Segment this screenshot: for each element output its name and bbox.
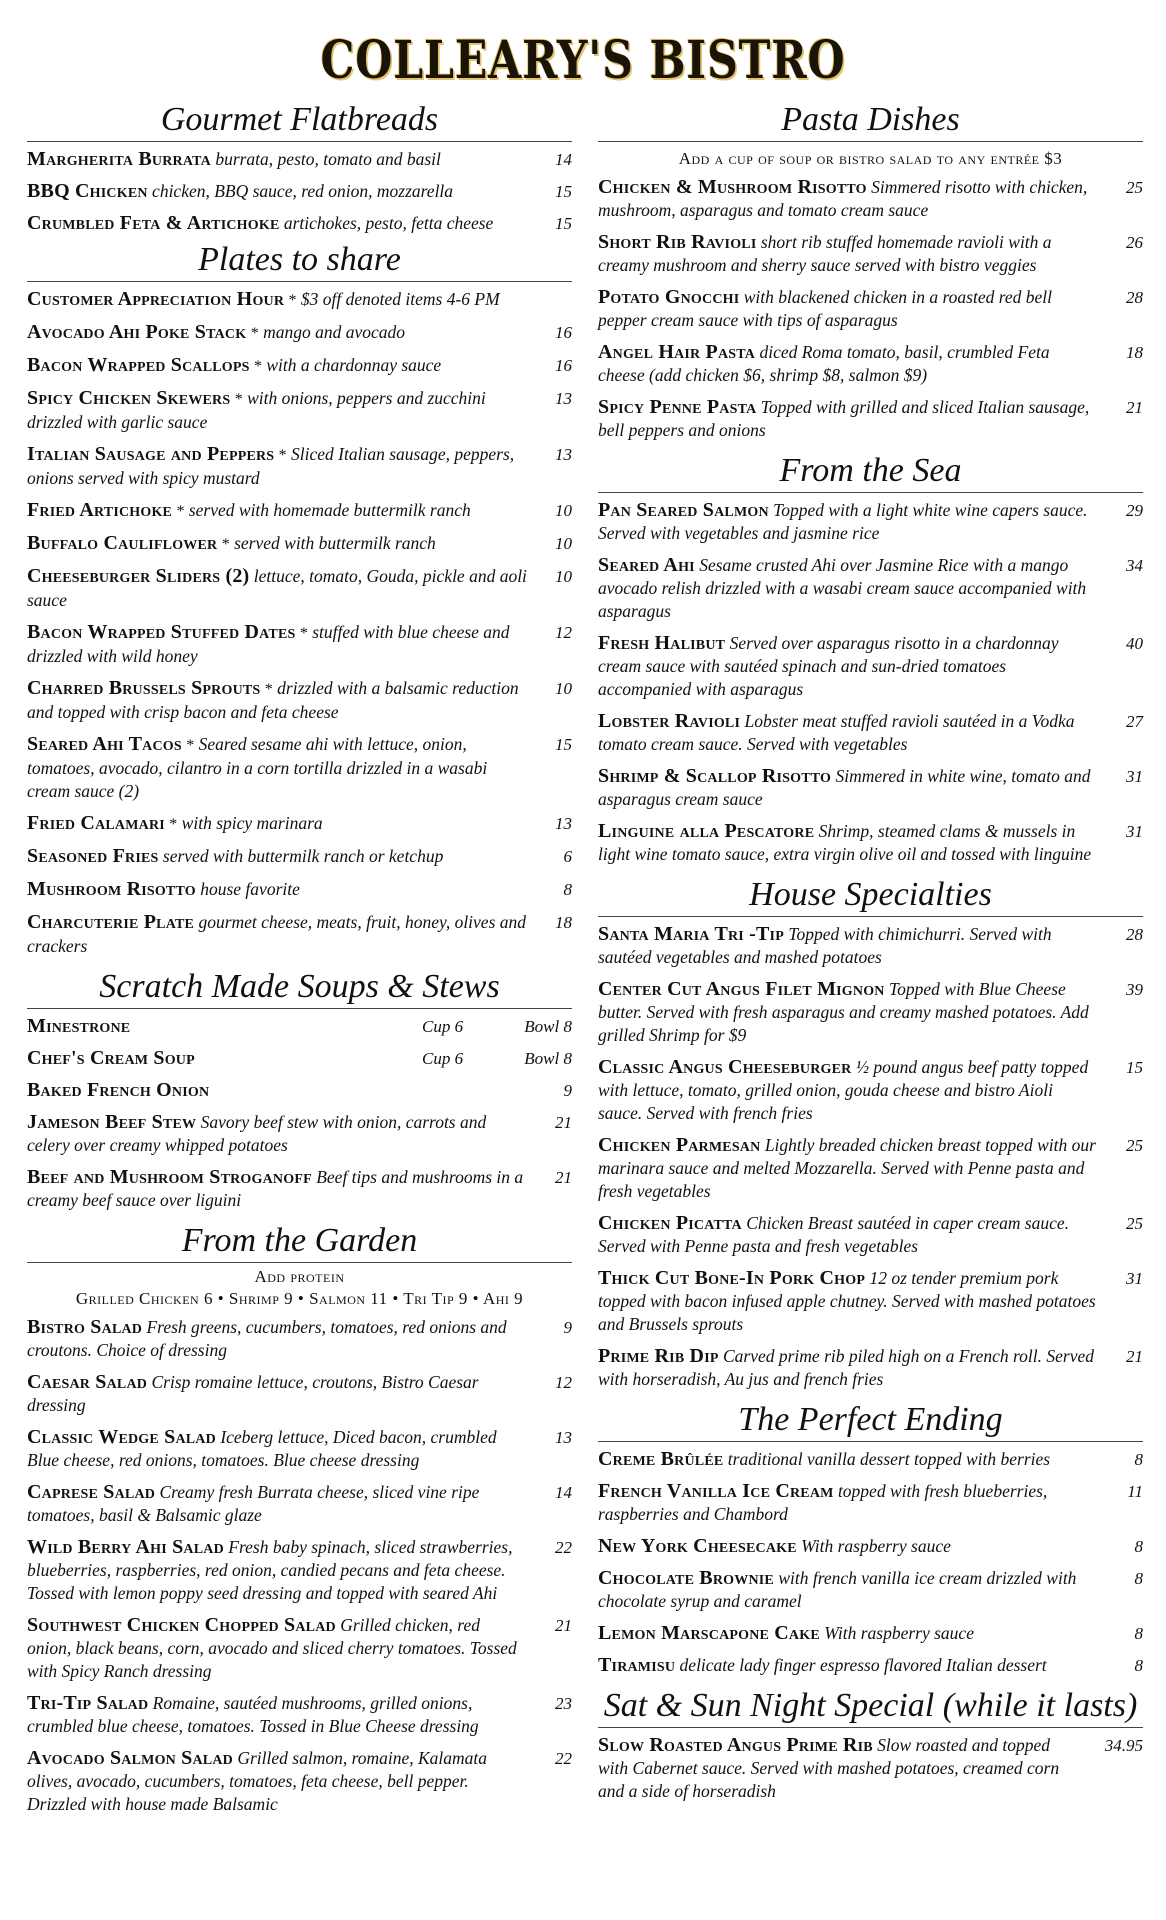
menu-item [27, 845, 572, 869]
menu-item [27, 532, 572, 556]
item-desc: Chicken Breast sautéed in caper cream sauce. Served with Penne pasta and fresh vegetables [598, 1213, 1070, 1256]
item-price: 21 [1126, 1347, 1143, 1366]
item-desc: Grilled salmon, romaine, Kalamata olives, avocado, cucumbers, tomatoes, feta cheese, bell pepper. Drizzled with house made Balsamic [27, 1748, 488, 1814]
menu-item [27, 812, 572, 836]
item-mark: * [288, 292, 297, 309]
section-subtitle: Add protein [254, 1267, 345, 1286]
item-name: Italian Sausage and Peppers [27, 443, 275, 465]
item-price: 31 [1126, 822, 1143, 841]
menu-item [598, 1480, 1143, 1526]
item-desc: With raspberry sauce [824, 1623, 974, 1643]
item-price: 21 [1126, 398, 1143, 417]
item-price: 8 [1134, 1537, 1143, 1556]
item-price: 9 [563, 1318, 572, 1337]
menu-item [598, 1056, 1143, 1125]
item-price: 34 [1126, 556, 1143, 575]
section-special [598, 1686, 1143, 1803]
section-heading: Sat & Sun Night Special (while it lasts) [598, 1686, 1143, 1728]
item-mark: * [264, 681, 273, 698]
item-price: 12 [555, 1373, 572, 1392]
item-name: Spicy Chicken Skewers [27, 387, 231, 409]
menu-item [27, 878, 572, 902]
item-desc: ½ pound angus beef patty topped with lettuce, tomato, grilled onion, gouda cheese and bistro Aioli sauce. Served with french fries [598, 1057, 1089, 1123]
item-price: 39 [1126, 980, 1143, 999]
menu-item [27, 1015, 572, 1038]
item-desc: Savory beef stew with onion, carrots and celery over creamy whipped potatoes [27, 1112, 487, 1155]
item-name: Minestrone [27, 1015, 131, 1037]
item-name: Tri-Tip Salad [27, 1692, 149, 1714]
item-desc: topped with fresh blueberries, raspberries and Chambord [598, 1481, 1048, 1524]
item-price: 18 [1126, 343, 1143, 362]
item-mark: * [278, 447, 287, 464]
menu-item [27, 387, 572, 434]
item-desc: Beef tips and mushrooms in a creamy beef sauce over liguini [27, 1167, 524, 1210]
item-name: Jameson Beef Stew [27, 1111, 197, 1133]
item-desc: Fresh baby spinach, sliced strawberries, blueberries, raspberries, red onion, candied pecans and feta cheese. Tossed with lemon poppy seed dressing and topped with seared Ahi [27, 1537, 513, 1603]
item-price: 10 [555, 501, 572, 520]
item-desc: house favorite [200, 879, 300, 899]
item-list [598, 499, 1143, 866]
item-price: 25 [1126, 178, 1143, 197]
item-price: 28 [1126, 925, 1143, 944]
menu-item [598, 231, 1143, 277]
menu-item [27, 1166, 572, 1212]
item-name: Chicken Picatta [598, 1212, 742, 1234]
item-price: 21 [555, 1616, 572, 1635]
item-desc: Creamy fresh Burrata cheese, sliced vine ripe tomatoes, basil & Balsamic glaze [27, 1482, 480, 1525]
menu-item [598, 632, 1143, 701]
menu-item [598, 176, 1143, 222]
item-desc: Fresh greens, cucumbers, tomatoes, red onions and croutons. Choice of dressing [27, 1317, 507, 1360]
item-desc: Simmered in white wine, tomato and asparagus cream sauce [598, 766, 1091, 809]
item-desc: Slow roasted and topped with Cabernet sauce. Served with mashed potatoes, creamed corn and a side of horseradish [598, 1735, 1060, 1801]
menu-item [598, 554, 1143, 623]
item-name: Spicy Penne Pasta [598, 396, 757, 418]
item-name: Customer Appreciation Hour [27, 288, 285, 310]
section-heading: Plates to share [27, 240, 572, 282]
item-name: Charred Brussels Sprouts [27, 677, 261, 699]
section-heading: Pasta Dishes [598, 100, 1143, 142]
item-desc: Carved prime rib piled high on a French roll. Served with horseradish, Au jus and french fries [598, 1346, 1094, 1389]
menu-item [598, 286, 1143, 332]
item-name: Crumbled Feta & Artichoke [27, 212, 280, 234]
section-subtitle: Add a cup of soup or bistro salad to any entrée $3 [678, 149, 1063, 168]
item-name: Cheeseburger Sliders (2) [27, 565, 250, 587]
item-name: French Vanilla Ice Cream [598, 1480, 834, 1502]
menu-item [598, 1134, 1143, 1203]
item-name: Prime Rib Dip [598, 1345, 719, 1367]
item-mark: * [221, 536, 230, 553]
item-desc: chicken, BBQ sauce, red onion, mozzarella [152, 181, 454, 201]
item-desc: delicate lady finger espresso flavored Italian dessert [679, 1655, 1047, 1675]
item-name: Fresh Halibut [598, 632, 726, 654]
menu-item [27, 1614, 572, 1683]
item-price: 11 [1127, 1482, 1143, 1501]
item-price: 8 [1134, 1624, 1143, 1643]
item-price: 10 [555, 679, 572, 698]
item-price: 16 [555, 356, 572, 375]
item-name: Center Cut Angus Filet Mignon [598, 978, 885, 1000]
item-name: Slow Roasted Angus Prime Rib [598, 1734, 873, 1756]
menu-item [27, 621, 572, 668]
menu-item [27, 1536, 572, 1605]
item-name: Linguine alla Pescatore [598, 820, 815, 842]
section-heading: From the Sea [598, 451, 1143, 493]
item-desc: Topped with grilled and sliced Italian sausage, bell peppers and onions [598, 397, 1090, 440]
menu-item [27, 911, 572, 958]
item-name: Fried Artichoke [27, 499, 173, 521]
restaurant-title: COLLEARY'S BISTRO [320, 30, 846, 91]
menu-item [598, 1535, 1143, 1558]
item-mark: * [254, 358, 262, 375]
item-name: Fried Calamari [27, 812, 165, 834]
section-heading: Scratch Made Soups & Stews [27, 967, 572, 1009]
item-name: Caesar Salad [27, 1371, 148, 1393]
item-price: 18 [555, 913, 572, 932]
section-flatbreads [27, 100, 572, 235]
item-desc: Topped with Blue Cheese butter. Served with fresh asparagus and creamy mashed potatoes. Add grilled Shrimp for $9 [598, 979, 1089, 1045]
item-list [598, 1448, 1143, 1677]
cup-price: Cup 6 [422, 1017, 464, 1036]
item-name: Chocolate Brownie [598, 1567, 774, 1589]
section-heading: House Specialties [598, 875, 1143, 917]
item-mark: * [234, 391, 243, 408]
item-mark: * [186, 737, 195, 754]
item-desc: Sliced Italian sausage, peppers, onions served with spicy mustard [27, 444, 515, 488]
section-desserts [598, 1400, 1143, 1677]
section-heading: The Perfect Ending [598, 1400, 1143, 1442]
item-price: 10 [555, 567, 572, 586]
section-sea [598, 451, 1143, 866]
item-price: 21 [555, 1113, 572, 1132]
menu-item [598, 1448, 1143, 1471]
menu-item [598, 1212, 1143, 1258]
item-name: Seared Ahi Tacos [27, 733, 182, 755]
item-price: 25 [1126, 1214, 1143, 1233]
item-price: 22 [555, 1749, 572, 1768]
menu-item [598, 923, 1143, 969]
menu-item [598, 978, 1143, 1047]
item-list [598, 176, 1143, 442]
menu-item [27, 354, 572, 378]
item-desc: Shrimp, steamed clams & mussels in light wine tomato sauce, extra virgin olive oil and tossed with linguine [598, 821, 1092, 864]
item-desc: Seared sesame ahi with lettuce, onion, tomatoes, avocado, cilantro in a corn tortilla drizzled in a wasabi cream sauce (2) [27, 734, 488, 801]
item-price: 13 [555, 814, 572, 833]
item-name: Lobster Ravioli [598, 710, 741, 732]
item-price: 14 [555, 1483, 572, 1502]
item-name: Shrimp & Scallop Risotto [598, 765, 832, 787]
item-name: Avocado Ahi Poke Stack [27, 321, 247, 343]
item-list [27, 1316, 572, 1816]
item-price: 25 [1126, 1136, 1143, 1155]
item-price: 15 [555, 735, 572, 754]
item-name: Angel Hair Pasta [598, 341, 756, 363]
item-name: Southwest Chicken Chopped Salad [27, 1614, 336, 1636]
item-list [27, 321, 572, 958]
menu-item [27, 1481, 572, 1527]
item-price: 8 [1134, 1656, 1143, 1675]
item-name: Classic Wedge Salad [27, 1426, 216, 1448]
item-desc: Crisp romaine lettuce, croutons, Bistro Caesar dressing [27, 1372, 479, 1415]
item-name: Charcuterie Plate [27, 911, 195, 933]
menu-item [27, 1426, 572, 1472]
item-name: Seasoned Fries [27, 845, 159, 867]
item-price: 23 [555, 1694, 572, 1713]
bowl-price: Bowl 8 [524, 1017, 572, 1036]
item-price: 40 [1126, 634, 1143, 653]
item-price: 8 [1134, 1569, 1143, 1588]
item-desc: served with buttermilk ranch [234, 533, 436, 553]
item-desc: drizzled with a balsamic reduction and topped with crisp bacon and feta cheese [27, 678, 519, 722]
item-desc: artichokes, pesto, fetta cheese [283, 213, 494, 233]
item-name: New York Cheesecake [598, 1535, 797, 1557]
item-price: 8 [563, 880, 572, 899]
section-pasta [598, 100, 1143, 442]
item-price: 31 [1126, 767, 1143, 786]
item-desc: short rib stuffed homemade ravioli with a creamy mushroom and sherry sauce served with bistro veggies [598, 232, 1052, 275]
item-desc: Grilled chicken, red onion, black beans, corn, avocado and sliced cherry tomatoes. Tossed with Spicy Ranch dressing [27, 1615, 517, 1681]
item-desc: Lobster meat stuffed ravioli sautéed in a Vodka tomato cream sauce. Served with vegetables [598, 711, 1075, 754]
section-heading: Gourmet Flatbreads [27, 100, 572, 142]
item-name: Tiramisu [598, 1654, 676, 1676]
item-name: Thick Cut Bone-In Pork Chop [598, 1267, 866, 1289]
item-price: 21 [555, 1168, 572, 1187]
item-price: 15 [555, 214, 572, 233]
menu-item [27, 212, 572, 235]
section-heading: From the Garden [27, 1221, 572, 1263]
menu-item [598, 499, 1143, 545]
item-desc: Topped with a light white wine capers sauce. Served with vegetables and jasmine rice [598, 500, 1088, 543]
item-name: Bistro Salad [27, 1316, 143, 1338]
item-name: BBQ Chicken [27, 180, 148, 202]
item-desc: 12 oz tender premium pork topped with bacon infused apple chutney. Served with mashed potatoes and Brussels sprouts [598, 1268, 1096, 1334]
menu-item [27, 1316, 572, 1362]
item-desc: mango and avocado [263, 322, 406, 342]
menu-item [27, 148, 572, 171]
item-price: 6 [563, 847, 572, 866]
menu-item [598, 820, 1143, 866]
menu-item [27, 1079, 572, 1102]
item-name: Avocado Salmon Salad [27, 1747, 233, 1769]
item-price: 16 [555, 323, 572, 342]
item-price: 9 [563, 1081, 572, 1100]
item-name: Buffalo Cauliflower [27, 532, 218, 554]
item-name: Seared Ahi [598, 554, 695, 576]
item-name: Creme Brûlée [598, 1448, 724, 1470]
item-list [598, 1734, 1143, 1803]
item-desc: gourmet cheese, meats, fruit, honey, olives and crackers [27, 912, 527, 956]
item-name: Caprese Salad [27, 1481, 156, 1503]
item-desc: with blackened chicken in a roasted red bell pepper cream sauce with tips of asparagus [598, 287, 1053, 330]
item-name: Bacon Wrapped Stuffed Dates [27, 621, 296, 643]
menu-item [598, 1622, 1143, 1645]
protein-options: Grilled Chicken 6 • Shrimp 9 • Salmon 11 • Tri Tip 9 • Ahi 9 [75, 1289, 524, 1308]
item-desc: Topped with chimichurri. Served with sautéed vegetables and mashed potatoes [598, 924, 1052, 967]
item-price: 12 [555, 623, 572, 642]
item-desc: Iceberg lettuce, Diced bacon, crumbled Blue cheese, red onions, tomatoes. Blue cheese dressing [27, 1427, 497, 1470]
section-house [598, 875, 1143, 1391]
menu-item [27, 677, 572, 724]
item-desc: with french vanilla ice cream drizzled with chocolate syrup and caramel [598, 1568, 1077, 1611]
item-desc: $3 off denoted items 4-6 PM [300, 289, 500, 309]
item-name: Pan Seared Salmon [598, 499, 769, 521]
item-name: Chicken & Mushroom Risotto [598, 176, 867, 198]
item-price: 26 [1126, 233, 1143, 252]
menu-item [598, 1734, 1143, 1803]
menu-item [27, 443, 572, 490]
item-desc: Sesame crusted Ahi over Jasmine Rice with a mango avocado relish drizzled with a wasabi cream sauce accompanied with asparagus [598, 555, 1087, 621]
item-name: Chef's Cream Soup [27, 1047, 195, 1069]
menu-item [27, 180, 572, 203]
menu-item [598, 341, 1143, 387]
item-price: 27 [1126, 712, 1143, 731]
item-price: 34.95 [1104, 1736, 1143, 1755]
menu-item [27, 1111, 572, 1157]
item-name: Potato Gnocchi [598, 286, 740, 308]
item-name: Lemon Marscapone Cake [598, 1622, 820, 1644]
menu-item [598, 710, 1143, 756]
cup-bowl-prices [422, 1047, 572, 1070]
item-price: 22 [555, 1538, 572, 1557]
item-price: 14 [555, 150, 572, 169]
item-price: 28 [1126, 288, 1143, 307]
item-desc: Romaine, sautéed mushrooms, grilled onions, crumbled blue cheese, tomatoes. Tossed in Blue Cheese dressing [27, 1693, 479, 1736]
menu-item [598, 765, 1143, 811]
item-name: Baked French Onion [27, 1079, 210, 1101]
item-desc: served with homemade buttermilk ranch [188, 500, 471, 520]
item-desc: traditional vanilla dessert topped with berries [727, 1449, 1051, 1469]
item-desc: With raspberry sauce [801, 1536, 951, 1556]
item-price: 13 [555, 389, 572, 408]
item-price: 13 [555, 445, 572, 464]
item-price: 15 [555, 182, 572, 201]
item-desc: lettuce, tomato, Gouda, pickle and aoli sauce [27, 566, 527, 610]
item-name: Santa Maria Tri -Tip [598, 923, 784, 945]
item-name: Short Rib Ravioli [598, 231, 757, 253]
bowl-price: Bowl 8 [524, 1049, 572, 1068]
menu-item [598, 1267, 1143, 1336]
menu-item [27, 321, 572, 345]
item-price: 8 [1134, 1450, 1143, 1469]
item-desc: served with buttermilk ranch or ketchup [162, 846, 444, 866]
item-price: 13 [555, 1428, 572, 1447]
item-name: Beef and Mushroom Stroganoff [27, 1166, 312, 1188]
section-soups [27, 967, 572, 1212]
menu-item [598, 1567, 1143, 1613]
item-name: Chicken Parmesan [598, 1134, 761, 1156]
cup-bowl-prices [422, 1015, 572, 1038]
left-column [27, 100, 572, 1825]
item-desc: with spicy marinara [181, 813, 323, 833]
item-name: Wild Berry Ahi Salad [27, 1536, 224, 1558]
menu-item [27, 499, 572, 523]
menu-item [27, 565, 572, 612]
section-plates [27, 240, 572, 958]
item-price: 10 [555, 534, 572, 553]
item-name: Classic Angus Cheeseburger [598, 1056, 852, 1078]
item-mark: * [169, 816, 178, 833]
item-desc: with a chardonnay sauce [266, 355, 442, 375]
item-list [27, 1079, 572, 1212]
menu-item [598, 1345, 1143, 1391]
menu-item [598, 396, 1143, 442]
item-desc: Served over asparagus risotto in a chardonnay cream sauce with sautéed spinach and sun-dried tomatoes accompanied with asparagus [598, 633, 1059, 699]
section-garden [27, 1221, 572, 1816]
item-price: 29 [1126, 501, 1143, 520]
item-desc: diced Roma tomato, basil, crumbled Feta cheese (add chicken $6, shrimp $8, salmon $9) [598, 342, 1050, 385]
menu-item [27, 1747, 572, 1816]
menu-item [27, 733, 572, 803]
item-price: 15 [1126, 1058, 1143, 1077]
item-desc: with onions, peppers and zucchini drizzled with garlic sauce [27, 388, 486, 432]
item-desc: Lightly breaded chicken breast topped with our marinara sauce and melted Mozzarella. Served with Penne pasta and fresh vegetables [598, 1135, 1096, 1201]
item-mark: * [250, 325, 259, 342]
item-desc: Simmered risotto with chicken, mushroom, asparagus and tomato cream sauce [598, 177, 1088, 220]
menu-item [27, 1047, 572, 1070]
item-price: 31 [1126, 1269, 1143, 1288]
item-list [598, 923, 1143, 1391]
item-desc: stuffed with blue cheese and drizzled with wild honey [27, 622, 510, 666]
item-mark: * [176, 503, 185, 520]
menu-item [27, 1692, 572, 1738]
item-name: Margherita Burrata [27, 148, 211, 170]
item-mark: * [299, 625, 308, 642]
item-name: Bacon Wrapped Scallops [27, 354, 250, 376]
cup-price: Cup 6 [422, 1049, 464, 1068]
item-list [27, 148, 572, 235]
menu-item [598, 1654, 1143, 1677]
item-desc: burrata, pesto, tomato and basil [215, 149, 441, 169]
happy-hour-note [27, 288, 572, 312]
menu-item [27, 1371, 572, 1417]
item-name: Mushroom Risotto [27, 878, 196, 900]
right-column [598, 100, 1143, 1812]
cup-bowl-list [27, 1015, 572, 1070]
